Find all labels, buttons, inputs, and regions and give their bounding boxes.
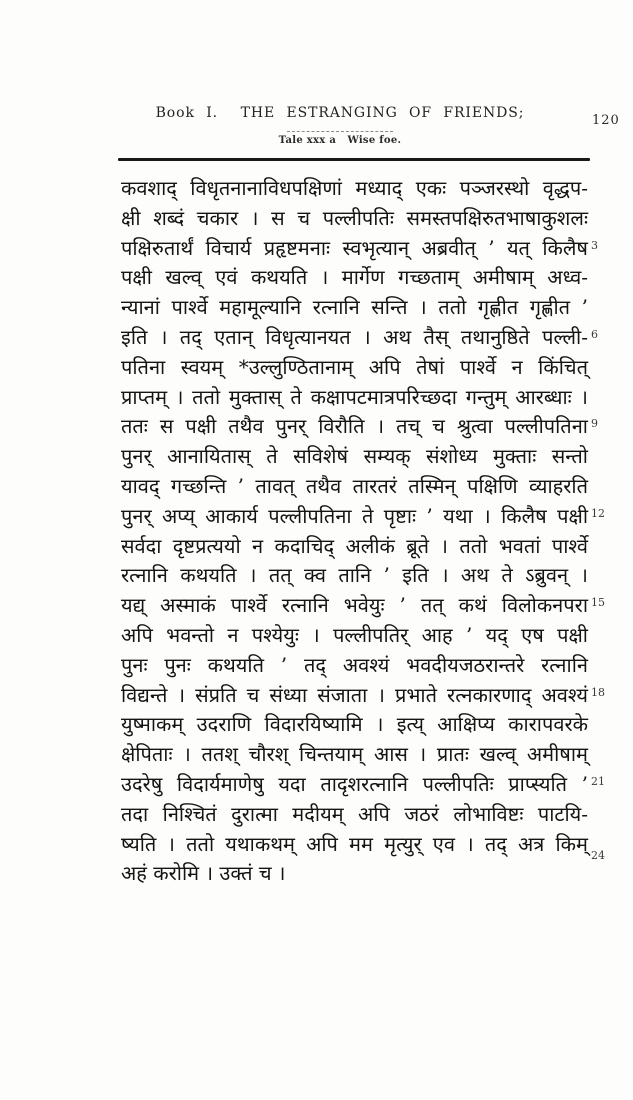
running-header: Book I. THE ESTRANGING OF FRIENDS;: [155, 105, 525, 121]
body-line: [121, 412, 598, 442]
body-line: [121, 472, 588, 502]
body-line-text: पुनः पुनः कथयति ’ तद् अवश्यं भवदीयजठरान्तरे रत्नानि: [121, 652, 588, 677]
body-line-text: पुनर् अप्य् आकार्य पल्लीपतिना ते पृष्टाः ’ यथा । किलैष पक्षी: [121, 503, 588, 528]
body-line-text: क्षी शब्दं चकार । स च पल्लीपतिः समस्तपक्षिरुतभाषाकुशलः: [121, 205, 588, 230]
body-line: [121, 442, 588, 472]
body-line-text: तदा निश्चितं दुरात्मा मदीयम् अपि जठरं लोभाविष्टः पाटयि-: [121, 801, 588, 826]
body-line-text: पुनर् आनायितास् ते सविशेषं सम्यक् संशोध्य मुक्ताः सन्तो: [121, 444, 588, 469]
body-text: [121, 174, 605, 889]
margin-line-number: 24: [591, 849, 605, 863]
margin-line-number: 3: [591, 238, 598, 252]
body-line: [121, 293, 588, 323]
body-line-text: ततः स पक्षी तथैव पुनर् विरौति । तच् च श्रुत्वा पल्लीपतिना: [121, 414, 588, 439]
body-line: [121, 651, 588, 681]
body-line: [121, 502, 605, 532]
body-line: [121, 830, 588, 860]
body-line-text: युष्माकम् उदराणि विदारयिष्यामि । इत्य् आक्षिप्य कारापवरके: [121, 712, 588, 737]
margin-line-number: 18: [591, 685, 605, 699]
margin-line-number: 12: [591, 506, 605, 520]
body-line: [121, 681, 605, 711]
body-line: [121, 710, 588, 740]
body-line: [121, 800, 588, 830]
body-line: [121, 323, 598, 353]
margin-line-number: 21: [591, 774, 605, 788]
body-line: [121, 234, 598, 264]
body-line-text: ष्यति । ततो यथाकथम् अपि मम मृत्युर् एव । तद् अत्र किम्: [121, 831, 588, 856]
body-line-text: न्यानां पार्श्वे महामूल्यानि रत्नानि सन्ति । ततो गृह्णीत गृह्णीत ’: [121, 295, 588, 320]
body-line-text: विद्यन्ते । संप्रति च संध्या संजाता । प्रभाते रत्नकारणाद् अवश्यं: [121, 682, 588, 707]
body-line-text: क्षेपिताः । ततश् चौरश् चिन्तयाम् आस । प्रातः खल्व् अमीषाम्: [121, 742, 588, 767]
body-line: [121, 174, 588, 204]
body-line: [121, 591, 605, 621]
body-line-text: अहं करोमि । उक्तं च ।: [121, 861, 286, 886]
body-line: [121, 740, 588, 770]
body-line: [121, 849, 605, 889]
body-line: [121, 383, 588, 413]
body-line-text: अपि भवन्तो न पश्येयुः । पल्लीपतिर् आह ’ यद् एष पक्षी: [121, 622, 588, 647]
body-line: [121, 532, 588, 562]
margin-line-number: 6: [591, 327, 598, 341]
body-line-text: रत्नानि कथयति । तत् क्व तानि ’ इति । अथ ते ऽब्रुवन् ।: [121, 563, 588, 588]
header-rule: [118, 158, 590, 161]
page-number: 120: [592, 113, 620, 128]
body-line: [121, 204, 588, 234]
body-line: [121, 621, 588, 651]
body-line-text: पक्षी खल्व् एवं कथयति । मार्गेण गच्छताम् अमीषाम् अध्व-: [121, 265, 588, 290]
tale-caption: Tale xxx a Wise foe.: [278, 135, 402, 146]
body-line: [121, 561, 588, 591]
body-line-text: उदरेषु विदार्यमाणेषु यदा तादृशरत्नानि पल्लीपतिः प्राप्स्यति ’: [121, 771, 588, 796]
caption-dashed-rule: [287, 131, 393, 132]
body-line-text: पक्षिरुतार्थं विचार्य प्रहृष्टमनाः स्वभृत्यान् अब्रवीत् ’ यत् किलैष: [121, 235, 588, 260]
body-line: [121, 353, 588, 383]
body-line-text: सर्वदा दृष्टप्रत्ययो न कदाचिद् अलीकं ब्रूते । ततो भवतां पार्श्वे: [121, 533, 588, 558]
body-line-text: कवशाद् विधृतनानाविधपक्षिणां मध्याद् एकः पञ्जरस्थो वृद्धप-: [121, 176, 588, 200]
body-line: [121, 770, 605, 800]
margin-line-number: 9: [591, 417, 598, 431]
body-line: [121, 263, 588, 293]
body-line-text: यावद् गच्छन्ति ’ तावत् तथैव तारतरं तस्मिन् पक्षिणि व्याहरति: [121, 473, 588, 498]
margin-line-number: 15: [591, 596, 605, 610]
body-line-text: प्राप्तम् । ततो मुक्तास् ते कक्षापटमात्रपरिच्छदा गन्तुम् आरब्धाः ।: [121, 384, 588, 409]
body-line-text: पतिना स्वयम् *उल्लुण्ठितानाम् अपि तेषां पार्श्वे न किंचित्: [121, 354, 588, 379]
body-line-text: इति । तद् एतान् विधृत्यानयत । अथ तैस् तथानुष्ठिते पल्ली-: [121, 324, 588, 349]
body-line-text: यद्य् अस्माकं पार्श्वे रत्नानि भवेयुः ’ तत् कथं विलोकनपरा: [121, 593, 588, 618]
